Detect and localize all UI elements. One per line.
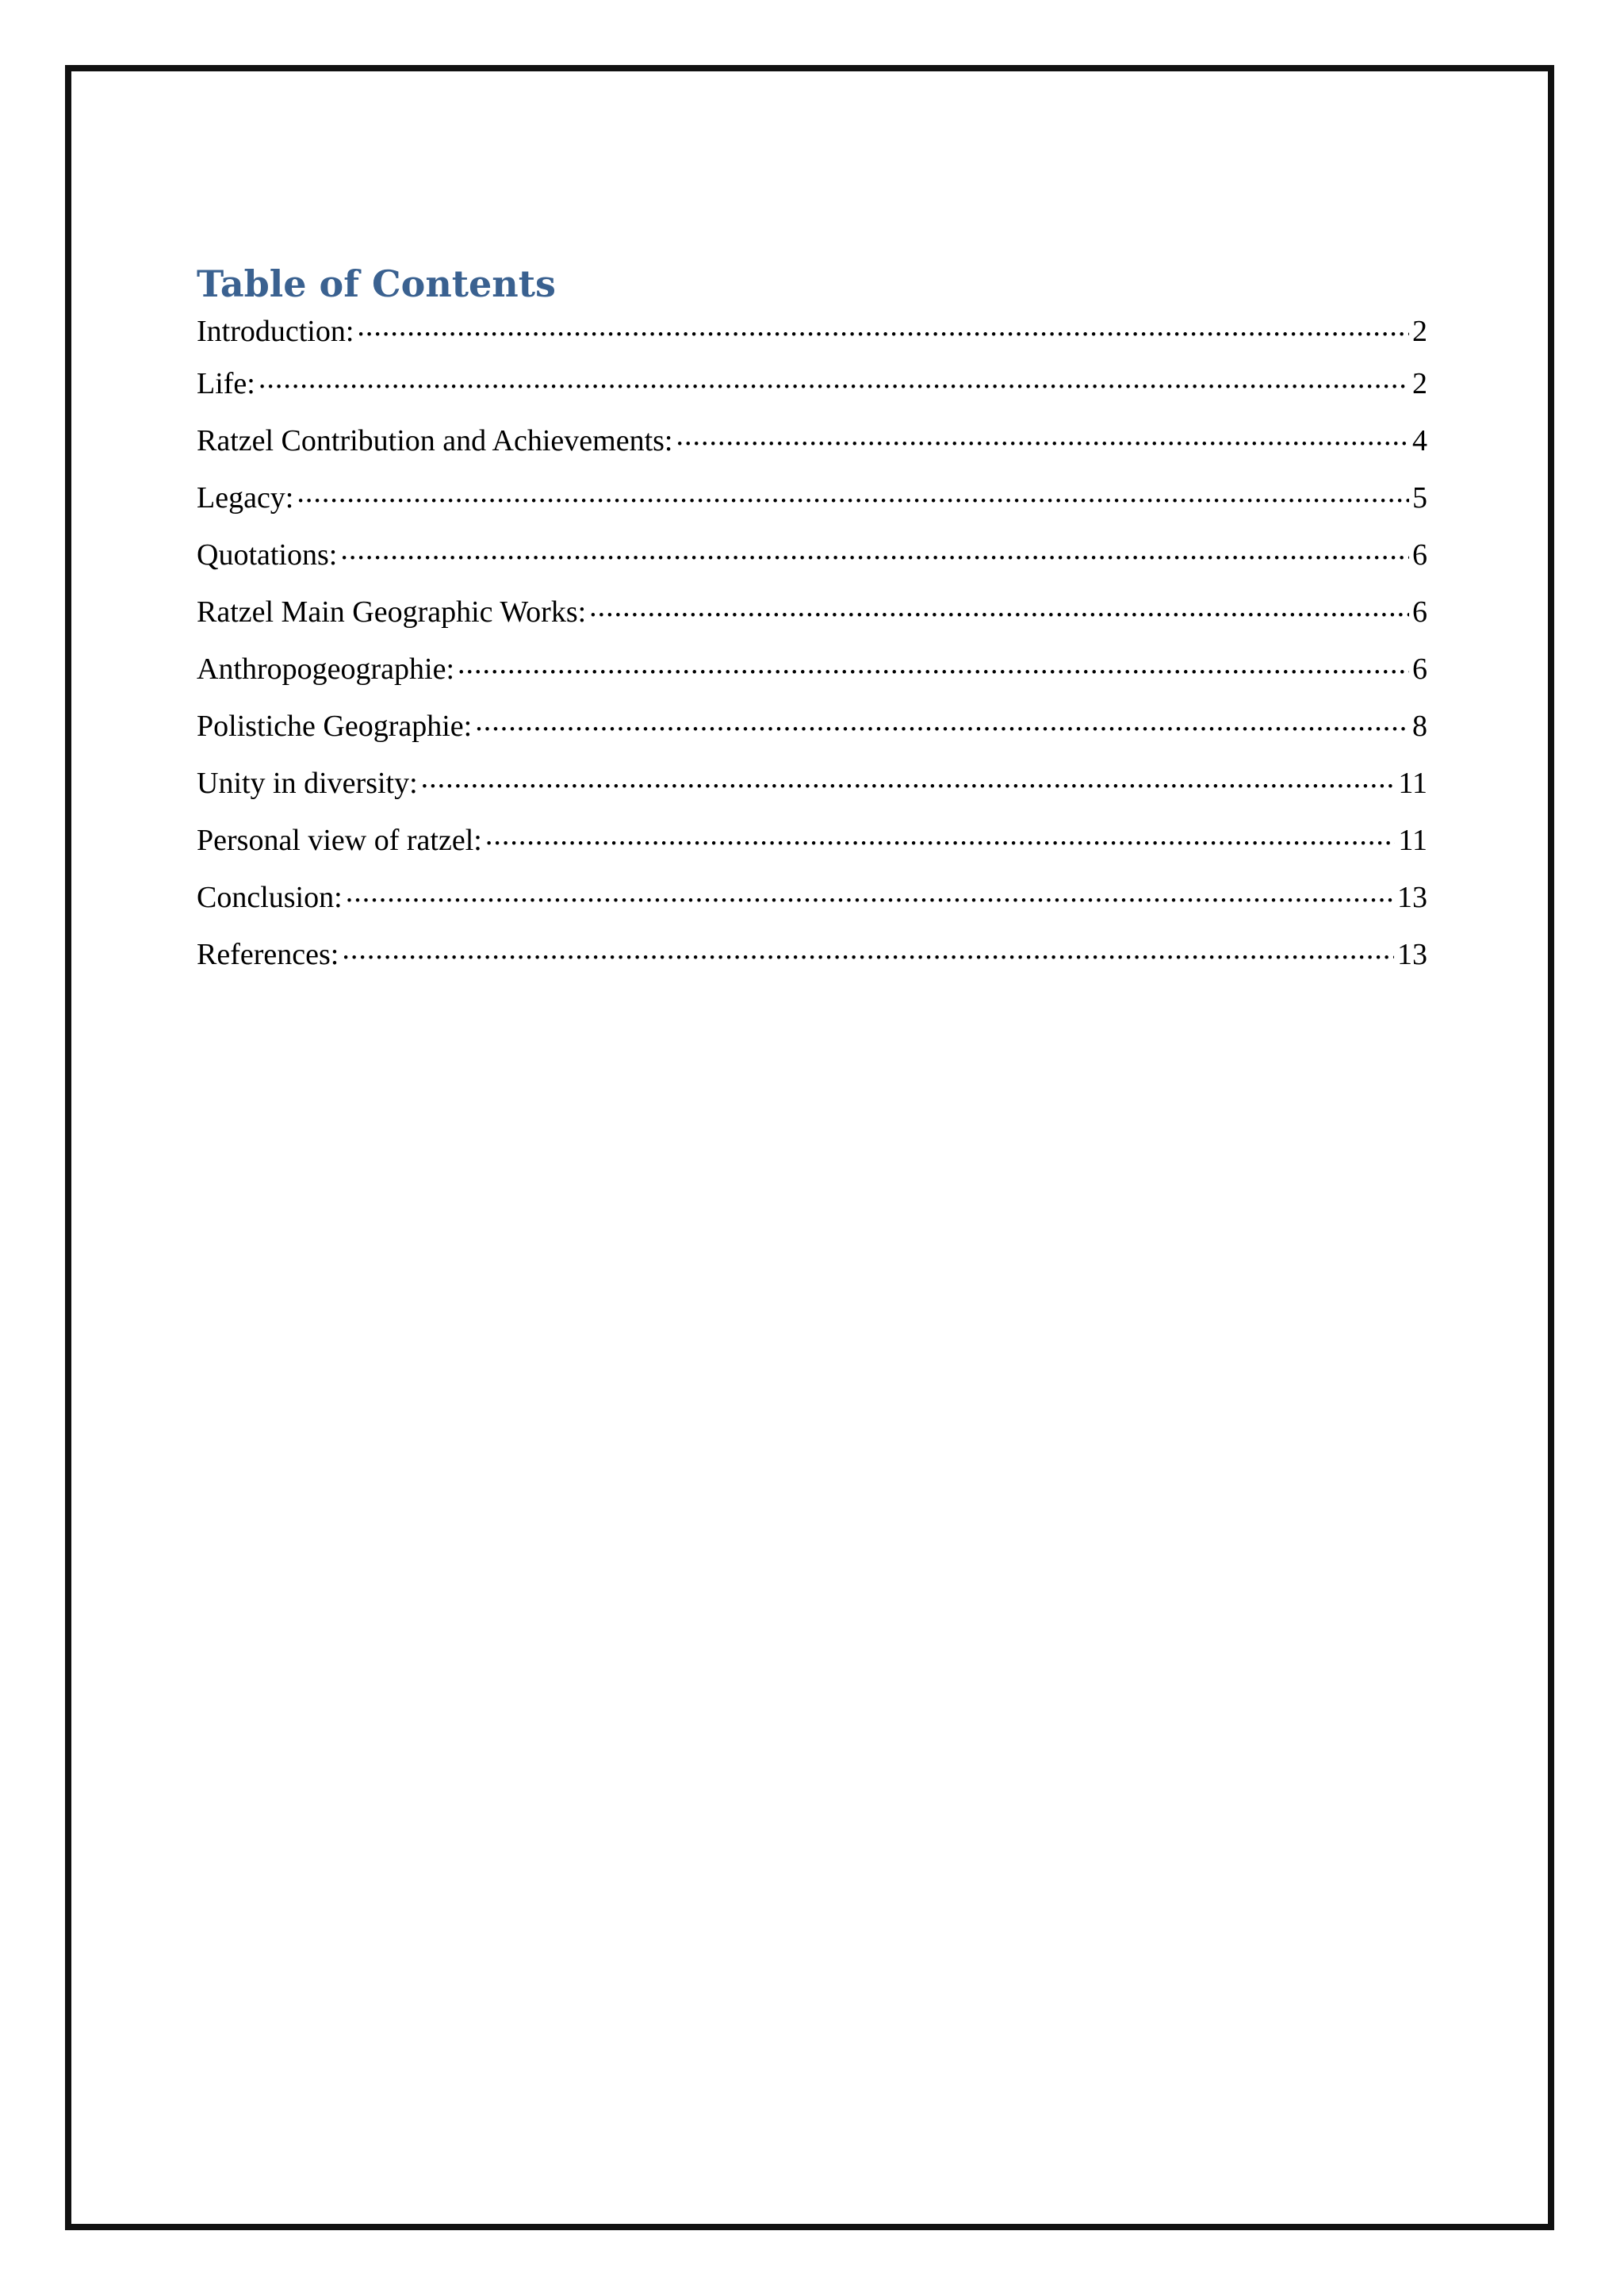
dot-leader (676, 420, 1410, 450)
dot-leader (357, 311, 1409, 341)
toc-entry-life[interactable] (197, 363, 1427, 420)
dot-leader (259, 363, 1409, 393)
toc-entry-label: Legacy: (197, 481, 294, 515)
toc-entry-unity-in-diversity[interactable] (197, 763, 1427, 820)
toc-entry-page: 13 (1397, 938, 1427, 971)
toc-entry-polistiche-geographie[interactable] (197, 706, 1427, 763)
toc-entry-page: 5 (1412, 481, 1427, 515)
toc-entry-label: Ratzel Contribution and Achievements: (197, 424, 673, 457)
toc-entry-page: 2 (1412, 367, 1427, 400)
toc-entry-page: 2 (1412, 315, 1427, 348)
toc-entry-page: 13 (1397, 881, 1427, 914)
toc-entry-label: Personal view of ratzel: (197, 824, 482, 857)
toc-entry-label: Life: (197, 367, 255, 400)
dot-leader (297, 477, 1409, 507)
toc-entry-label: Ratzel Main Geographic Works: (197, 595, 587, 629)
toc-entry-label: Quotations: (197, 538, 338, 572)
toc-entry-personal-view[interactable] (197, 820, 1427, 877)
toc-entry-label: Introduction: (197, 315, 354, 348)
dot-leader (475, 706, 1409, 736)
toc-entry-label: Anthropogeographie: (197, 652, 455, 686)
dot-leader (458, 649, 1409, 679)
toc-entry-page: 6 (1412, 538, 1427, 572)
toc-entry-contribution[interactable] (197, 420, 1427, 477)
toc-entry-page: 4 (1412, 424, 1427, 457)
toc-title: Table of Contents (197, 262, 556, 305)
toc-entry-legacy[interactable] (197, 477, 1427, 534)
toc-entry-page: 6 (1412, 652, 1427, 686)
toc-entry-conclusion[interactable] (197, 877, 1427, 934)
toc-entry-main-works[interactable] (197, 591, 1427, 649)
dot-leader (421, 763, 1396, 793)
toc-entry-anthropogeographie[interactable] (197, 649, 1427, 706)
toc-entry-page: 6 (1412, 595, 1427, 629)
dot-leader (342, 934, 1394, 964)
toc-entry-quotations[interactable] (197, 534, 1427, 591)
toc-entry-label: Unity in diversity: (197, 767, 418, 800)
toc-list (197, 311, 1427, 991)
dot-leader (485, 820, 1396, 850)
dot-leader (589, 591, 1409, 622)
toc-entry-page: 8 (1412, 710, 1427, 743)
toc-entry-label: Conclusion: (197, 881, 343, 914)
toc-entry-page: 11 (1398, 767, 1427, 800)
toc-entry-label: References: (197, 938, 339, 971)
dot-leader (346, 877, 1394, 907)
dot-leader (340, 534, 1409, 564)
toc-entry-page: 11 (1398, 824, 1427, 857)
toc-entry-introduction[interactable] (197, 311, 1427, 363)
toc-entry-label: Polistiche Geographie: (197, 710, 473, 743)
toc-entry-references[interactable] (197, 934, 1427, 991)
table-of-contents (197, 262, 1427, 991)
